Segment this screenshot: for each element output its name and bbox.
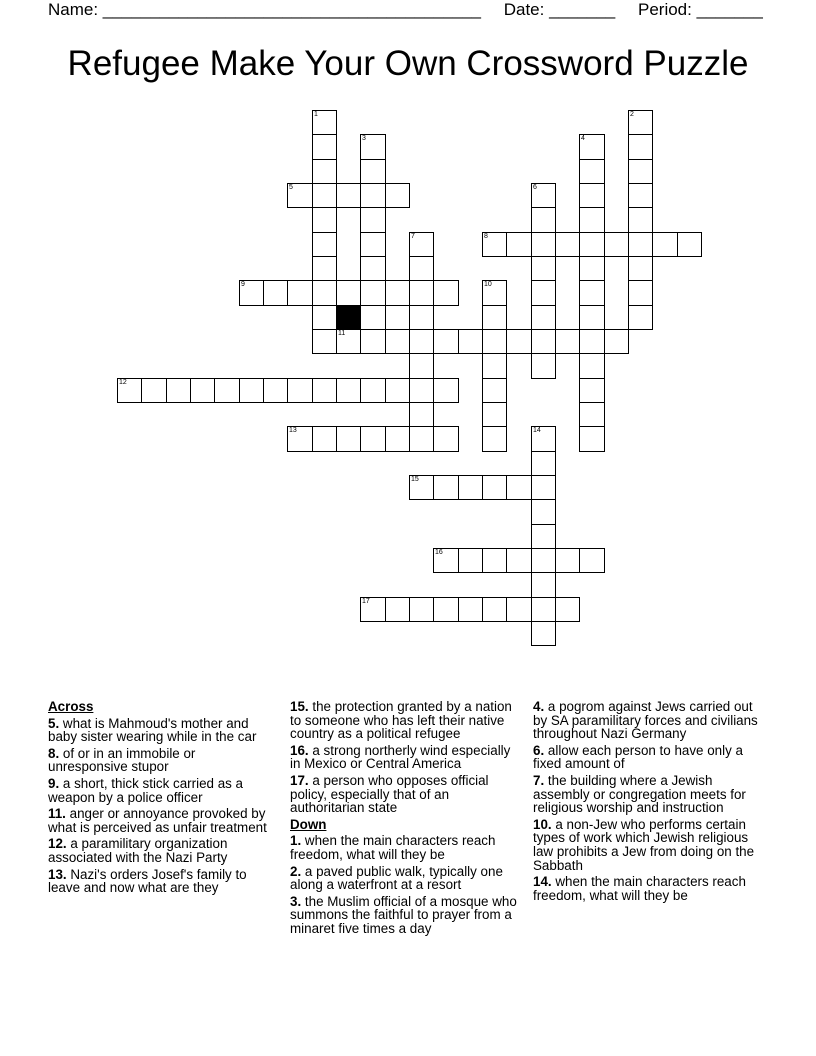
- grid-cell[interactable]: [531, 329, 556, 354]
- grid-number: 2: [630, 111, 634, 118]
- grid-cell[interactable]: [385, 280, 410, 306]
- clue-down-1: [290, 834, 522, 861]
- grid-cell[interactable]: [579, 280, 605, 306]
- grid-cell[interactable]: [336, 183, 361, 208]
- clue-text: Nazi's orders Josef's family to leave and now what are they: [48, 866, 247, 896]
- clue-down-6: [533, 744, 765, 771]
- grid-cell[interactable]: [482, 548, 507, 573]
- grid-cell[interactable]: [287, 426, 313, 452]
- clue-across-13: [48, 868, 273, 895]
- clue-number: 6.: [533, 742, 545, 758]
- grid-cell[interactable]: [360, 134, 386, 160]
- grid-cell[interactable]: [239, 378, 264, 403]
- grid-number: 11: [338, 330, 346, 337]
- grid-cell[interactable]: [360, 159, 386, 184]
- clue-across-5: [48, 717, 273, 744]
- clue-text: when the main characters reach freedom, what will they be: [533, 874, 746, 903]
- clue-number: 5.: [48, 715, 60, 731]
- grid-number: 12: [119, 379, 127, 386]
- grid-cell[interactable]: [360, 256, 386, 281]
- grid-cell[interactable]: [628, 159, 653, 184]
- grid-cell[interactable]: [579, 329, 605, 354]
- clue-number: 12.: [48, 836, 67, 852]
- grid-cell[interactable]: [677, 232, 702, 257]
- grid-cell[interactable]: [531, 280, 556, 306]
- grid-cell[interactable]: [531, 305, 556, 330]
- grid-cell[interactable]: [312, 159, 337, 184]
- grid-cell[interactable]: [360, 232, 386, 257]
- grid-cell[interactable]: [458, 548, 483, 573]
- grid-number: 15: [411, 476, 419, 483]
- clue-text: the building where a Jewish assembly or congregation meets for religious worship and instruction: [533, 772, 746, 816]
- grid-cell[interactable]: [531, 475, 556, 500]
- grid-cell[interactable]: [531, 232, 556, 257]
- grid-cell[interactable]: [409, 256, 434, 281]
- clue-text: of or in an immobile or unresponsive stupor: [48, 745, 196, 775]
- grid-cell[interactable]: [141, 378, 167, 403]
- clue-number: 3.: [290, 893, 302, 909]
- grid-cell[interactable]: [409, 597, 434, 622]
- grid-cell[interactable]: [628, 134, 653, 160]
- grid-cell[interactable]: [360, 183, 386, 208]
- clue-down-10: [533, 818, 765, 872]
- grid-cell[interactable]: [579, 378, 605, 403]
- clue-across-16: [290, 744, 522, 771]
- grid-cell[interactable]: [409, 329, 434, 354]
- grid-cell[interactable]: [360, 426, 386, 452]
- grid-cell[interactable]: [360, 207, 386, 233]
- clue-number: 17.: [290, 772, 309, 788]
- grid-cell[interactable]: [263, 378, 288, 403]
- grid-cell[interactable]: [531, 499, 556, 525]
- grid-cell[interactable]: [579, 159, 605, 184]
- grid-cell[interactable]: [336, 426, 361, 452]
- clue-across-11: [48, 807, 273, 834]
- grid-cell[interactable]: [482, 280, 507, 306]
- grid-number: 17: [362, 598, 370, 605]
- grid-cell[interactable]: [579, 207, 605, 233]
- grid-cell[interactable]: [506, 232, 532, 257]
- grid-cell[interactable]: [409, 232, 434, 257]
- clue-number: 10.: [533, 816, 552, 832]
- grid-cell[interactable]: [458, 475, 483, 500]
- grid-cell[interactable]: [360, 280, 386, 306]
- grid-cell[interactable]: [433, 426, 459, 452]
- grid-cell[interactable]: [482, 597, 507, 622]
- clue-text: a person who opposes official policy, especially that of an authoritarian state: [290, 772, 489, 816]
- period-field[interactable]: Period: _______: [638, 0, 763, 19]
- clues-column-1: [48, 700, 273, 898]
- grid-cell[interactable]: [579, 402, 605, 427]
- clue-number: 13.: [48, 866, 67, 882]
- grid-cell[interactable]: [312, 256, 337, 281]
- grid-cell[interactable]: [506, 329, 532, 354]
- grid-cell[interactable]: [409, 402, 434, 427]
- grid-cell[interactable]: [385, 183, 410, 208]
- clue-text: a paramilitary organization associated with the Nazi Party: [48, 836, 228, 865]
- clue-text: the protection granted by a nation to someone who has left their native country as a political refugee: [290, 699, 512, 742]
- clue-across-12: [48, 837, 273, 864]
- grid-cell[interactable]: [360, 305, 386, 330]
- clue-text: when the main characters reach freedom, what will they be: [290, 833, 496, 862]
- grid-cell[interactable]: [579, 353, 605, 379]
- clue-text: anger or annoyance provoked by what is perceived as unfair treatment: [48, 806, 267, 835]
- grid-cell[interactable]: [506, 548, 532, 573]
- grid-number: 3: [362, 135, 366, 142]
- clue-text: a non-Jew who performs certain types of work which Jewish religious law prohibits a Jew from doing on the Sabbath: [533, 816, 755, 873]
- grid-number: 5: [289, 184, 293, 191]
- grid-number: 16: [435, 549, 443, 556]
- grid-cell[interactable]: [433, 329, 459, 354]
- grid-cell[interactable]: [409, 353, 434, 379]
- clue-across-17: [290, 774, 522, 815]
- clue-number: 15.: [290, 699, 309, 714]
- grid-cell[interactable]: [579, 548, 605, 573]
- clue-number: 2.: [290, 863, 302, 879]
- grid-cell[interactable]: [628, 305, 653, 330]
- grid-cell[interactable]: [482, 353, 507, 379]
- grid-cell[interactable]: [628, 183, 653, 208]
- grid-cell[interactable]: [482, 475, 507, 500]
- grid-cell[interactable]: [604, 329, 629, 354]
- grid-cell[interactable]: [555, 232, 580, 257]
- grid-number: 7: [411, 233, 415, 240]
- grid-cell[interactable]: [433, 597, 459, 622]
- grid-cell[interactable]: [482, 402, 507, 427]
- grid-cell[interactable]: [579, 256, 605, 281]
- down-heading: Down: [290, 816, 327, 832]
- grid-cell[interactable]: [312, 280, 337, 306]
- grid-number: 14: [533, 427, 541, 434]
- grid-cell[interactable]: [385, 329, 410, 354]
- clue-text: a paved public walk, typically one along a waterfront at a resort: [290, 863, 503, 893]
- grid-cell[interactable]: [287, 183, 313, 208]
- grid-cell[interactable]: [385, 378, 410, 403]
- clue-number: 11.: [48, 806, 66, 822]
- across-heading: Across: [48, 699, 94, 714]
- grid-cell[interactable]: [555, 597, 580, 622]
- grid-cell[interactable]: [531, 524, 556, 549]
- clue-number: 9.: [48, 775, 60, 791]
- grid-cell[interactable]: [312, 232, 337, 257]
- clue-number: 4.: [533, 699, 545, 714]
- grid-number: 6: [533, 184, 537, 191]
- grid-cell[interactable]: [579, 134, 605, 160]
- clue-number: 16.: [290, 742, 309, 758]
- grid-cell[interactable]: [531, 183, 556, 208]
- grid-cell[interactable]: [531, 256, 556, 281]
- clue-down-2: [290, 865, 522, 892]
- grid-cell[interactable]: [385, 597, 410, 622]
- clue-down-4: [533, 700, 765, 741]
- grid-cell[interactable]: [409, 378, 434, 403]
- name-field[interactable]: Name: ________________________________________: [48, 0, 481, 19]
- grid-cell[interactable]: [628, 280, 653, 306]
- grid-cell[interactable]: [287, 280, 313, 306]
- grid-cell[interactable]: [579, 183, 605, 208]
- grid-cell[interactable]: [166, 378, 191, 403]
- grid-cell[interactable]: [360, 597, 386, 622]
- grid-cell[interactable]: [336, 378, 361, 403]
- grid-cell[interactable]: [628, 232, 653, 257]
- clue-number: 14.: [533, 874, 552, 890]
- grid-cell[interactable]: [579, 426, 605, 452]
- grid-cell[interactable]: [604, 232, 629, 257]
- grid-cell[interactable]: [287, 378, 313, 403]
- grid-number: 8: [484, 233, 488, 240]
- grid-number: 10: [484, 281, 492, 288]
- grid-cell[interactable]: [312, 183, 337, 208]
- clues-column-3: [533, 700, 765, 905]
- grid-cell[interactable]: [312, 329, 337, 354]
- grid-cell[interactable]: [531, 451, 556, 476]
- grid-cell[interactable]: [409, 280, 434, 306]
- grid-cell[interactable]: [409, 475, 434, 500]
- grid-cell[interactable]: [214, 378, 240, 403]
- grid-number: 4: [581, 135, 585, 142]
- grid-cell[interactable]: [409, 305, 434, 330]
- grid-cell[interactable]: [531, 572, 556, 598]
- grid-cell[interactable]: [482, 329, 507, 354]
- grid-cell[interactable]: [531, 207, 556, 233]
- grid-cell[interactable]: [336, 329, 361, 354]
- grid-cell[interactable]: [482, 378, 507, 403]
- clue-down-14: [533, 875, 765, 902]
- grid-cell[interactable]: [458, 329, 483, 354]
- grid-cell[interactable]: [360, 378, 386, 403]
- grid-cell[interactable]: [531, 426, 556, 452]
- clue-number: 1.: [290, 833, 302, 849]
- clue-text: a short, thick stick carried as a weapon by a police officer: [48, 775, 243, 805]
- grid-cell[interactable]: [336, 280, 361, 306]
- grid-cell[interactable]: [628, 110, 653, 135]
- grid-cell[interactable]: [312, 378, 337, 403]
- grid-cell[interactable]: [652, 232, 678, 257]
- grid-cell[interactable]: [385, 426, 410, 452]
- black-square: [336, 305, 361, 330]
- grid-cell[interactable]: [531, 353, 556, 379]
- clue-text: the Muslim official of a mosque who summons the faithful to prayer from a minaret five times a day: [290, 893, 517, 936]
- grid-cell[interactable]: [312, 207, 337, 233]
- grid-cell[interactable]: [433, 378, 459, 403]
- grid-cell[interactable]: [117, 378, 142, 403]
- grid-cell[interactable]: [628, 256, 653, 281]
- grid-cell[interactable]: [433, 548, 459, 573]
- grid-cell[interactable]: [579, 305, 605, 330]
- page-title: Refugee Make Your Own Crossword Puzzle: [67, 44, 749, 83]
- grid-number: 13: [289, 427, 297, 434]
- clue-text: what is Mahmoud's mother and baby sister wearing while in the car: [48, 715, 257, 745]
- clue-text: a pogrom against Jews carried out by SA paramilitary forces and civilians throughout Nazi Germany: [533, 699, 758, 742]
- grid-cell[interactable]: [506, 597, 532, 622]
- grid-cell[interactable]: [531, 548, 556, 573]
- grid-cell[interactable]: [579, 232, 605, 257]
- clue-text: allow each person to have only a fixed amount of: [533, 742, 743, 772]
- grid-cell[interactable]: [482, 232, 507, 257]
- clue-down-7: [533, 774, 765, 815]
- grid-cell[interactable]: [239, 280, 264, 306]
- grid-cell[interactable]: [628, 207, 653, 233]
- grid-cell[interactable]: [433, 475, 459, 500]
- grid-cell[interactable]: [312, 134, 337, 160]
- grid-cell[interactable]: [312, 110, 337, 135]
- clue-number: 7.: [533, 772, 545, 788]
- clue-down-3: [290, 895, 522, 936]
- grid-cell[interactable]: [555, 548, 580, 573]
- grid-cell[interactable]: [312, 305, 337, 330]
- clue-across-8: [48, 747, 273, 774]
- grid-cell[interactable]: [409, 426, 434, 452]
- clue-number: 8.: [48, 745, 60, 761]
- grid-cell[interactable]: [433, 280, 459, 306]
- grid-cell[interactable]: [458, 597, 483, 622]
- clue-text: a strong northerly wind especially in Mexico or Central America: [290, 742, 511, 772]
- grid-number: 9: [241, 281, 245, 288]
- grid-cell[interactable]: [531, 597, 556, 622]
- clue-across-9: [48, 777, 273, 804]
- date-field[interactable]: Date: _______: [503, 0, 616, 19]
- grid-cell[interactable]: [190, 378, 215, 403]
- clue-across-15: [290, 700, 522, 741]
- grid-number: 1: [314, 111, 318, 118]
- grid-cell[interactable]: [263, 280, 288, 306]
- grid-cell[interactable]: [312, 426, 337, 452]
- clues-column-2: [290, 700, 522, 939]
- grid-cell[interactable]: [360, 329, 386, 354]
- grid-cell[interactable]: [555, 329, 580, 354]
- grid-cell[interactable]: [531, 621, 556, 646]
- grid-cell[interactable]: [482, 305, 507, 330]
- grid-cell[interactable]: [506, 475, 532, 500]
- grid-cell[interactable]: [482, 426, 507, 452]
